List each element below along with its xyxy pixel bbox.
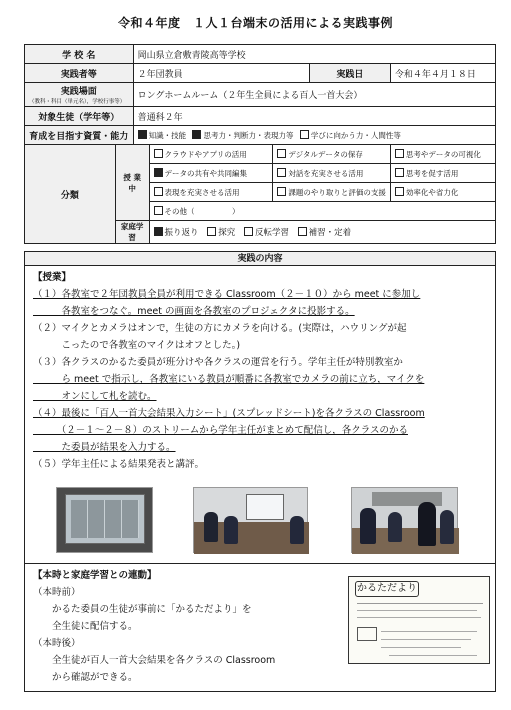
- school-label: 学 校 名: [25, 45, 134, 64]
- jugyo-checkbox-2-1[interactable]: [277, 187, 286, 196]
- jugyo-checkbox-0-0[interactable]: [154, 149, 163, 158]
- classroom-photo-2: [193, 487, 308, 553]
- ability-label: 育成を目指す資質・能力: [25, 126, 134, 145]
- document-title: 令和４年度 １人１台端末の活用による実践事例: [117, 16, 393, 30]
- jugyo-option[interactable]: デジタルデータの保存: [273, 145, 391, 164]
- practice-header: 実践の内容: [25, 251, 495, 266]
- jugyo-option[interactable]: データの共有や共同編集: [149, 164, 273, 183]
- ability-option[interactable]: 学びに向かう力・人間性等: [300, 131, 401, 140]
- date-label: 実践日: [310, 64, 391, 83]
- home-options: [149, 221, 495, 244]
- before-label: （本時前）: [33, 587, 81, 598]
- scene-sublabel: （教科・科目（単元名），学校行事等）: [29, 99, 126, 105]
- karuta-newsletter-image: [348, 576, 490, 664]
- jugyo-option[interactable]: 効率化や省力化: [390, 183, 495, 202]
- after-line: から確認ができる。: [33, 672, 138, 683]
- target-label: 対象生徒（学年等）: [25, 107, 134, 126]
- jugyo-checkbox-1-1[interactable]: [277, 168, 286, 177]
- practice-line: （２－１～２－８）のストリームから学年主任がまとめて配信し，各クラスのかる: [33, 425, 408, 436]
- home-label: 家庭学習: [115, 221, 149, 244]
- ability-checkbox-2[interactable]: [300, 130, 309, 139]
- jugyo-checkbox-1-2[interactable]: [395, 168, 404, 177]
- classroom-photo-3: [351, 487, 458, 553]
- practice-line: （４）最後に「百人一首大会結果入力シート」(スプレッドシート)を各クラスの Classroom: [33, 408, 425, 419]
- after-line: 全生徒が百人一首大会結果を各クラスの Classroom: [33, 655, 276, 666]
- home-checkbox-0[interactable]: [154, 227, 163, 236]
- before-line: 全生徒に配信する。: [33, 621, 138, 632]
- home-checkbox-3[interactable]: [298, 227, 307, 236]
- practice-line: （３）各クラスのかるた委員が班分けや各クラスの運営を行う。学年主任が特別教室か: [33, 357, 403, 368]
- class-section-title: 【授業】: [33, 272, 72, 283]
- after-label: （本時後）: [33, 638, 81, 649]
- jugyo-option[interactable]: 思考やデータの可視化: [390, 145, 495, 164]
- home-option[interactable]: 反転学習: [244, 228, 289, 238]
- info-table: [24, 44, 496, 244]
- scene-label-cell: [25, 83, 134, 107]
- practice-line: （２）マイクとカメラはオンで，生徒の方にカメラを向ける。(実際は，ハウリングが起: [33, 323, 407, 334]
- jugyo-option[interactable]: 対話を充実させる活用: [273, 164, 391, 183]
- linkage-title: 【本時と家庭学習との連動】: [33, 570, 157, 581]
- jugyo-checkbox-1-0[interactable]: [154, 168, 163, 177]
- ability-options: [133, 126, 495, 145]
- ability-checkbox-0[interactable]: [138, 130, 147, 139]
- classification-label: 分類: [25, 145, 116, 244]
- practice-section: [24, 251, 496, 564]
- home-checkbox-2[interactable]: [244, 227, 253, 236]
- teacher-label: 実践者等: [25, 64, 134, 83]
- practice-line: オンにして札を読む。: [33, 391, 157, 402]
- jugyo-checkbox-2-0[interactable]: [154, 187, 163, 196]
- practice-line: ら meet で指示し，各教室にいる教員が順番に各教室でカメラの前に立ち，マイクを: [33, 374, 425, 385]
- before-line: かるた委員の生徒が事前に「かるただより」を: [33, 604, 252, 615]
- scene-value: ロングホームルーム（２年生全員による百人一首大会）: [133, 83, 495, 107]
- home-option[interactable]: 振り返り: [154, 228, 199, 238]
- teacher-value: ２年団教員: [133, 64, 309, 83]
- home-option[interactable]: 補習・定着: [298, 228, 352, 238]
- home-checkbox-1[interactable]: [207, 227, 216, 236]
- home-option[interactable]: 探究: [207, 228, 235, 238]
- jugyo-option[interactable]: 課題のやり取りと評価の支援: [273, 183, 391, 202]
- jugyo-checkbox-2-2[interactable]: [395, 187, 404, 196]
- date-value: 令和４年４月１８日: [390, 64, 495, 83]
- jugyo-label: 授 業 中: [115, 145, 149, 221]
- linkage-section: [24, 564, 496, 692]
- karuta-newsletter-title: かるただより: [355, 581, 419, 597]
- practice-body: [25, 266, 495, 473]
- jugyo-option[interactable]: クラウドやアプリの活用: [149, 145, 273, 164]
- target-value: 普通科２年: [133, 107, 495, 126]
- practice-line: （１）各教室で２年団教員全員が利用できる Classroom（２－１０）から meet に参加し: [33, 289, 421, 300]
- practice-line: （５）学年主任による結果発表と講評。: [33, 459, 205, 470]
- ability-checkbox-1[interactable]: [192, 130, 201, 139]
- school-value: 岡山県立倉敷青陵高等学校: [133, 45, 495, 64]
- scene-label: 実践場面: [60, 87, 97, 97]
- ability-option[interactable]: 思考力・判断力・表現力等: [192, 131, 293, 140]
- jugyo-checkbox-0-1[interactable]: [277, 149, 286, 158]
- practice-line: 各教室をつなぐ。meet の画面を各教室のプロジェクタに投影する。: [33, 306, 355, 317]
- practice-line: こったので各教室のマイクはオフとした。): [33, 340, 241, 351]
- jugyo-option[interactable]: 表現を充実させる活用: [149, 183, 273, 202]
- jugyo-checkbox-0-2[interactable]: [395, 149, 404, 158]
- classroom-photo-1: [56, 487, 153, 553]
- linkage-body: [25, 564, 335, 686]
- jugyo-checkbox-3-0[interactable]: [154, 206, 163, 215]
- ability-option[interactable]: 知識・技能: [138, 131, 187, 140]
- jugyo-option[interactable]: 思考を促す活用: [390, 164, 495, 183]
- practice-line: た委員が結果を入力する。: [33, 442, 176, 453]
- jugyo-option[interactable]: その他（ ）: [149, 202, 495, 221]
